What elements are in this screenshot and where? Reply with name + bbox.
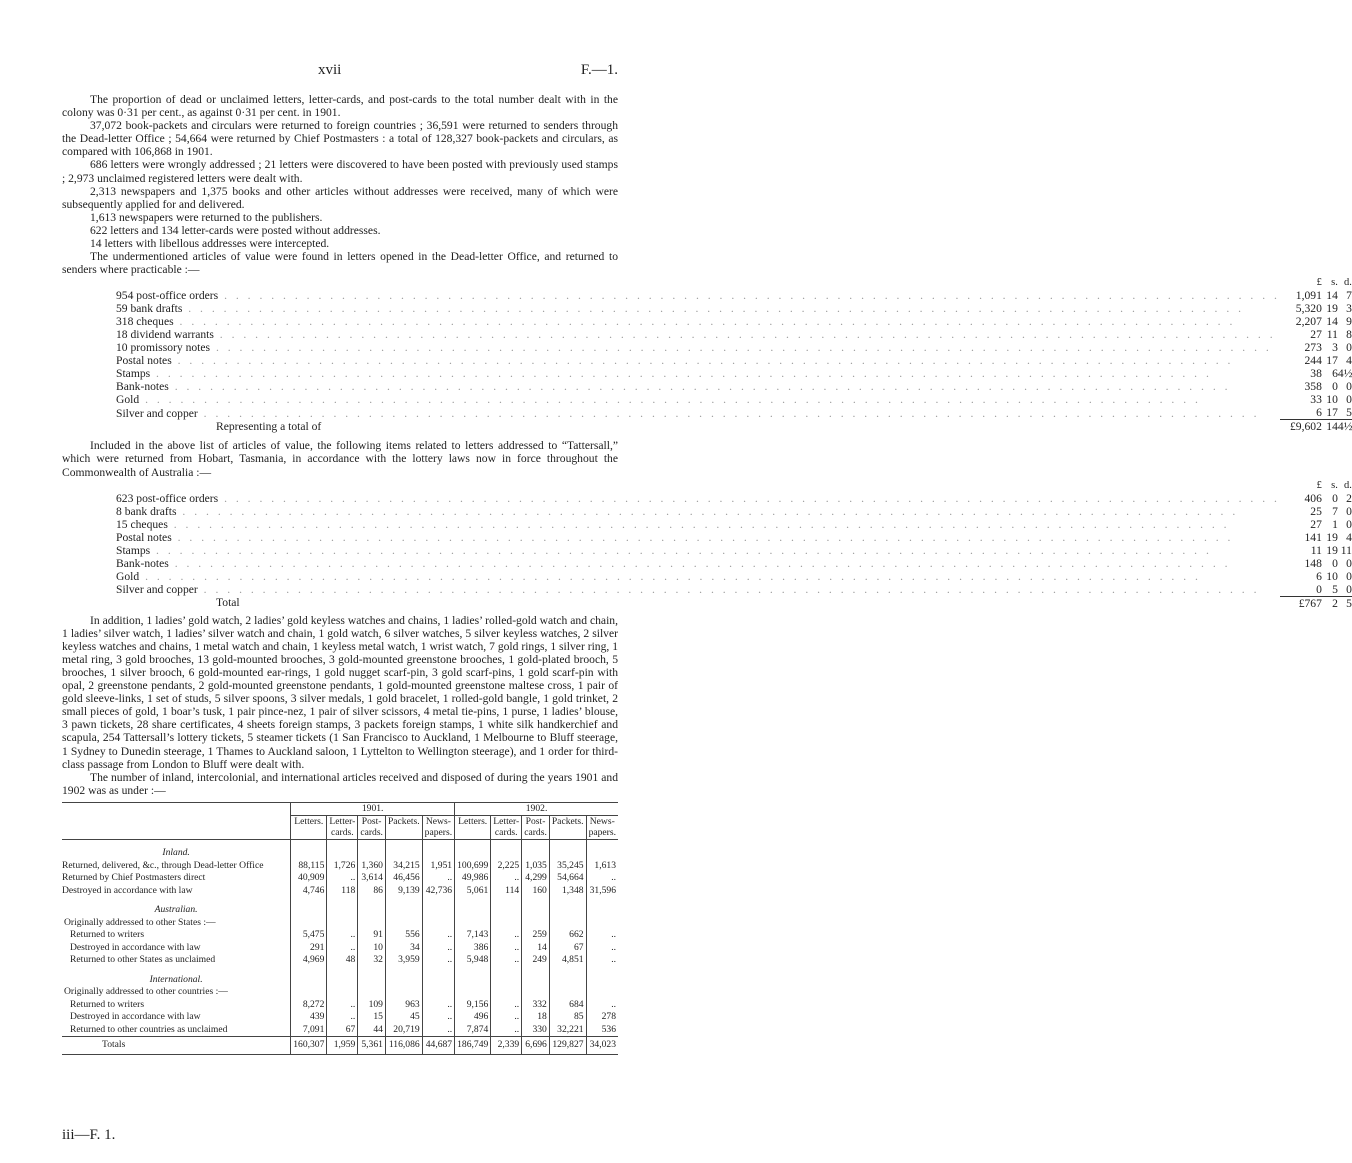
section-title: Australian. [154, 904, 198, 916]
cell: 85 [549, 1011, 586, 1024]
row-label: Destroyed in accordance with law [62, 884, 193, 896]
valuable-amount: 27 1 0 [1310, 517, 1352, 531]
table-row [62, 885, 618, 898]
cell: .. [491, 1024, 522, 1037]
cell: .. [491, 1011, 522, 1024]
cell: 8,272 [291, 999, 327, 1012]
cell: 1,348 [549, 885, 586, 898]
cell: 1,613 [586, 860, 618, 873]
cell: .. [327, 929, 358, 942]
cell: 5,948 [455, 954, 491, 967]
cell: 496 [455, 1011, 491, 1024]
body-text [62, 93, 1352, 797]
valuable-item: 8 bank drafts . . . [116, 505, 1280, 518]
total-cell: 44,687 [422, 1037, 454, 1055]
cell: 9,139 [385, 885, 422, 898]
cell: 536 [586, 1024, 618, 1037]
cell: 2,225 [491, 860, 522, 873]
valuable-item: Silver and copper . . . [116, 583, 1280, 596]
total-row [116, 596, 1352, 610]
valuable-amount: 25 7 0 [1310, 504, 1352, 518]
cell: 114 [491, 885, 522, 898]
total-cell: 6,696 [522, 1037, 550, 1055]
cell: .. [422, 929, 454, 942]
valuable-row [116, 354, 1352, 367]
cell: 7,874 [455, 1024, 491, 1037]
cell: 4,299 [522, 872, 550, 885]
cell: 20,719 [385, 1024, 422, 1037]
table-row [62, 860, 618, 873]
totals-label: Totals [62, 1037, 291, 1055]
row-label: Destroyed in accordance with law [70, 1011, 201, 1023]
valuable-amount: 6 10 0 [1316, 569, 1352, 583]
valuable-row [116, 583, 1352, 597]
paragraph-addition: In addition, 1 ladies’ gold watch, 2 ladies’ gold keyless watches and chains, 1 ladies’ rolled-gold watch and chain, 1 ladies’ silver watch, 1 ladies’ silver watch and chain, 1 gold watch, 6 silver watches, 5 silver keyless watches, 2 silver keyless watches and chains, 1 metal watch and chain, 1 keyless metal watch, 1 wrist watch, 7 gold rings, 1 silver ring, 1 metal ring, 3 gold brooches, 13 gold-mounted brooches, 3 gold-mounted greenstone brooches, 1 gold-plated brooch, 5 brooches, 1 silver brooch, 6 gold-mounted ear-rings, 1 gold nugget scarf-pin, 3 gold scarf-pins, 1 gold scarf-pin with opal, 2 greenstone pendants, 2 gold-mounted greenstone pendants, 1 gold-mounted greenstone maltese cross, 1 pair of gold sleeve-links, 1 set of studs, 5 silver spoons, 3 silver medals, 1 gold bracelet, 1 rolled-gold bangle, 1 gold trinket, 2 small pieces of gold, 1 boar’s tusk, 1 pair pince-nez, 1 pair of silver scissors, 4 metal tie-pins, 1 purse, 1 ladies’ blouse, 3 pawn tickets, 28 share certificates, 4 sheets foreign stamps, 3 packets foreign stamps, 1 white silk handkerchief and scapula, 254 Tattersall’s lottery tickets, 5 steamer tickets (1 San Francisco to Auckland, 1 Melbourne to Bluff steerage, 1 Sydney to Dunedin steerage, 1 Thames to Auckland saloon, 1 Lyttelton to Wellington steerage), and 1 order for third-class passage from London to Bluff were dealt with. [62, 613, 618, 771]
valuable-row [116, 570, 1352, 583]
cell: .. [586, 942, 618, 955]
column-header: Post-cards. [522, 816, 550, 840]
cell: .. [422, 999, 454, 1012]
cell: 1,360 [358, 860, 386, 873]
column-header: Letter-cards. [491, 816, 522, 840]
cell: 7,091 [291, 1024, 327, 1037]
valuable-amount: 33 10 0 [1310, 393, 1352, 407]
cell: 91 [358, 929, 386, 942]
valuable-amount: 148 0 0 [1304, 556, 1352, 570]
valuable-item: 318 cheques . . . [116, 315, 1280, 328]
cell: .. [491, 942, 522, 955]
table-row [62, 929, 618, 942]
paragraph: 37,072 book-packets and circulars were returned to foreign countries ; 36,591 were returned to senders through the Dead-letter Office ; 54,664 were returned by Chief Postmasters : a total of 128,327 book-packets and circulars, as compared with 106,868 in 1901. [62, 119, 618, 159]
cell: 15 [358, 1011, 386, 1024]
column-header: News-papers. [586, 816, 618, 840]
paragraph-number: The number of inland, intercolonial, and international articles received and disposed of during the years 1901 and 1902 was as under :— [62, 770, 618, 797]
cell: 684 [549, 999, 586, 1012]
table-row [62, 872, 618, 885]
total-cell: 186,749 [455, 1037, 491, 1055]
valuable-row [116, 557, 1352, 570]
cell: 4,746 [291, 885, 327, 898]
page-number: xvii [318, 62, 342, 78]
paragraph-tattersall: Included in the above list of articles of value, the following items related to letters addressed to “Tattersall,” which were returned from Hobart, Tasmania, in accordance with the lottery laws now in force throughout the Commonwealth of Australia :— [62, 439, 618, 479]
valuable-item: 18 dividend warrants . . . [116, 328, 1280, 341]
cell: .. [422, 954, 454, 967]
table-row [62, 954, 618, 967]
valuable-amount: 38 6 4½ [1310, 367, 1352, 381]
currency-header: £ s. d. [1316, 479, 1352, 491]
cell: .. [586, 872, 618, 885]
valuable-item: Bank-notes . . . [116, 380, 1280, 393]
cell: 332 [522, 999, 550, 1012]
column-header: Packets. [385, 816, 422, 840]
cell: .. [422, 1024, 454, 1037]
valuable-row [116, 505, 1352, 518]
valuable-item: 10 promissory notes . . . [116, 341, 1280, 354]
cell: 3,959 [385, 954, 422, 967]
valuable-item: Silver and copper . . . [116, 407, 1280, 420]
valuable-item: Stamps . . . [116, 367, 1280, 380]
cell: .. [491, 954, 522, 967]
cell: .. [327, 872, 358, 885]
column-header: Post-cards. [358, 816, 386, 840]
cell: 86 [358, 885, 386, 898]
cell: 35,245 [549, 860, 586, 873]
paragraph: 14 letters with libellous addresses were intercepted. [90, 237, 330, 251]
table-row [62, 942, 618, 955]
paragraph: 622 letters and 134 letter-cards were posted without addresses. [90, 223, 381, 237]
table-row [62, 999, 618, 1012]
row-label: Returned to other States as unclaimed [70, 954, 216, 966]
cell: 46,456 [385, 872, 422, 885]
valuable-row [116, 302, 1352, 315]
cell: 40,909 [291, 872, 327, 885]
total-row [116, 420, 1352, 434]
cell: 386 [455, 942, 491, 955]
paragraph: The proportion of dead or unclaimed letters, letter-cards, and post-cards to the total number dealt with in the colony was 0·31 per cent., as against 0·31 per cent. in 1901. [62, 93, 618, 120]
valuable-amount: 1,091 14 7 [1295, 289, 1352, 303]
valuable-row [116, 380, 1352, 393]
cell: .. [586, 999, 618, 1012]
cell: 4,851 [549, 954, 586, 967]
cell: 5,061 [455, 885, 491, 898]
cell: 18 [522, 1011, 550, 1024]
cell: 67 [327, 1024, 358, 1037]
valuable-item: Postal notes . . . [116, 531, 1280, 544]
cell: 439 [291, 1011, 327, 1024]
section-title: Inland. [162, 847, 190, 859]
row-label: Returned to other countries as unclaimed [70, 1023, 228, 1035]
valuable-item: Postal notes . . . [116, 354, 1280, 367]
cell: 5,475 [291, 929, 327, 942]
total-amount: £767 2 5 [1298, 596, 1352, 610]
tattersall-valuables-list [116, 479, 1352, 610]
cell: .. [491, 999, 522, 1012]
cell: 1,035 [522, 860, 550, 873]
cell: .. [327, 1011, 358, 1024]
column-header: News-papers. [422, 816, 454, 840]
cell: 7,143 [455, 929, 491, 942]
year-1901-header: 1901. [291, 802, 455, 816]
valuable-amount: 6 17 5 [1316, 406, 1352, 420]
currency-header: £ s. d. [1316, 277, 1352, 289]
cell: .. [327, 999, 358, 1012]
cell: .. [327, 942, 358, 955]
cell: 67 [549, 942, 586, 955]
valuable-item: 59 bank drafts . . . [116, 302, 1280, 315]
document-page [62, 0, 1352, 1055]
document-code: F.—1. [580, 62, 618, 78]
cell: 34 [385, 942, 422, 955]
total-cell: 2,339 [491, 1037, 522, 1055]
valuable-item: 954 post-office orders . . . [116, 289, 1280, 302]
section-subtitle: Originally addressed to other States :— [64, 916, 216, 928]
valuable-amount: 11 19 11 [1310, 543, 1352, 557]
cell: 249 [522, 954, 550, 967]
paragraph: 686 letters were wrongly addressed ; 21 letters were discovered to have been posted with previously used stamps ; 2,973 unclaimed registered letters were dealt with. [62, 158, 618, 185]
total-cell: 1,959 [327, 1037, 358, 1055]
cell: 1,726 [327, 860, 358, 873]
valuable-amount: 2,207 14 9 [1295, 315, 1352, 329]
valuable-amount: 141 19 4 [1304, 530, 1352, 544]
column-header: Letters. [455, 816, 491, 840]
cell: 45 [385, 1011, 422, 1024]
valuable-row [116, 393, 1352, 406]
valuable-row [116, 518, 1352, 531]
total-cell: 160,307 [291, 1037, 327, 1055]
cell: 278 [586, 1011, 618, 1024]
valuable-item: Stamps . . . [116, 544, 1280, 557]
cell: 10 [358, 942, 386, 955]
cell: 88,115 [291, 860, 327, 873]
cell: 556 [385, 929, 422, 942]
cell: 3,614 [358, 872, 386, 885]
cell: .. [586, 954, 618, 967]
valuable-amount: 5,320 19 3 [1295, 302, 1352, 316]
totals-row [62, 1037, 618, 1055]
valuable-amount: 358 0 0 [1304, 380, 1352, 394]
valuable-amount: 0 5 0 [1316, 582, 1352, 596]
cell: 259 [522, 929, 550, 942]
cell: 32,221 [549, 1024, 586, 1037]
valuable-row [116, 328, 1352, 341]
valuable-amount: 244 17 4 [1304, 354, 1352, 368]
total-cell: 129,827 [549, 1037, 586, 1055]
cell: 662 [549, 929, 586, 942]
cell: 100,699 [455, 860, 491, 873]
column-header: Packets. [549, 816, 586, 840]
cell: 31,596 [586, 885, 618, 898]
cell: 1,951 [422, 860, 454, 873]
cell: .. [491, 872, 522, 885]
row-label: Returned to writers [70, 929, 145, 941]
valuable-item: Gold . . . [116, 393, 1280, 406]
valuable-item: 623 post-office orders . . . [116, 492, 1280, 505]
cell: 34,215 [385, 860, 422, 873]
total-cell: 5,361 [358, 1037, 386, 1055]
articles-table [62, 802, 618, 1055]
year-1902-header: 1902. [455, 802, 618, 816]
cell: .. [422, 942, 454, 955]
valuable-row [116, 544, 1352, 557]
cell: .. [586, 929, 618, 942]
cell: .. [491, 929, 522, 942]
row-label: Returned to writers [70, 998, 145, 1010]
section-title: International. [149, 973, 203, 985]
cell: 963 [385, 999, 422, 1012]
cell: 49,986 [455, 872, 491, 885]
cell: 44 [358, 1024, 386, 1037]
valuable-row [116, 367, 1352, 380]
row-label: Destroyed in accordance with law [70, 941, 201, 953]
table-row [62, 1024, 618, 1037]
cell: 330 [522, 1024, 550, 1037]
valuable-amount: 27 11 8 [1310, 328, 1352, 342]
column-header: Letter-cards. [327, 816, 358, 840]
total-label: Total [216, 596, 240, 610]
valuable-item: Gold . . . [116, 570, 1280, 583]
paragraph: 2,313 newspapers and 1,375 books and other articles without addresses were received, many of which were subsequently applied for and delivered. [62, 184, 618, 211]
column-header: Letters. [291, 816, 327, 840]
cell: .. [422, 872, 454, 885]
valuables-list [116, 276, 1352, 433]
cell: 14 [522, 942, 550, 955]
valuable-amount: 273 3 0 [1304, 341, 1352, 355]
row-label: Returned by Chief Postmasters direct [62, 872, 206, 884]
total-cell: 34,023 [586, 1037, 618, 1055]
page-header [62, 62, 618, 86]
total-cell: 116,086 [385, 1037, 422, 1055]
valuable-item: 15 cheques . . . [116, 518, 1280, 531]
table-row [62, 1011, 618, 1024]
valuable-amount: 406 0 2 [1304, 491, 1352, 505]
cell: 291 [291, 942, 327, 955]
valuable-row [116, 531, 1352, 544]
cell: 42,736 [422, 885, 454, 898]
paragraph: 1,613 newspapers were returned to the publishers. [90, 210, 323, 224]
cell: 160 [522, 885, 550, 898]
paragraph: The undermentioned articles of value were found in letters opened in the Dead-letter Office, and returned to senders where practicable :— [62, 250, 618, 277]
cell: 9,156 [455, 999, 491, 1012]
cell: 54,664 [549, 872, 586, 885]
section-subtitle: Originally addressed to other countries :— [64, 986, 228, 998]
total-amount: £9,602 14 4½ [1290, 420, 1352, 434]
valuable-row [116, 289, 1352, 302]
total-label: Representing a total of [216, 420, 322, 434]
cell: 32 [358, 954, 386, 967]
valuable-row [116, 492, 1352, 505]
cell: 109 [358, 999, 386, 1012]
valuable-row [116, 341, 1352, 354]
cell: 4,969 [291, 954, 327, 967]
row-label: Returned, delivered, &c., through Dead-letter Office [62, 859, 264, 871]
cell: 48 [327, 954, 358, 967]
cell: .. [422, 1011, 454, 1024]
page-footer: iii—F. 1. [62, 1127, 116, 1143]
valuable-row [116, 315, 1352, 328]
valuable-item: Bank-notes . . . [116, 557, 1280, 570]
valuable-row [116, 406, 1352, 420]
cell: 118 [327, 885, 358, 898]
